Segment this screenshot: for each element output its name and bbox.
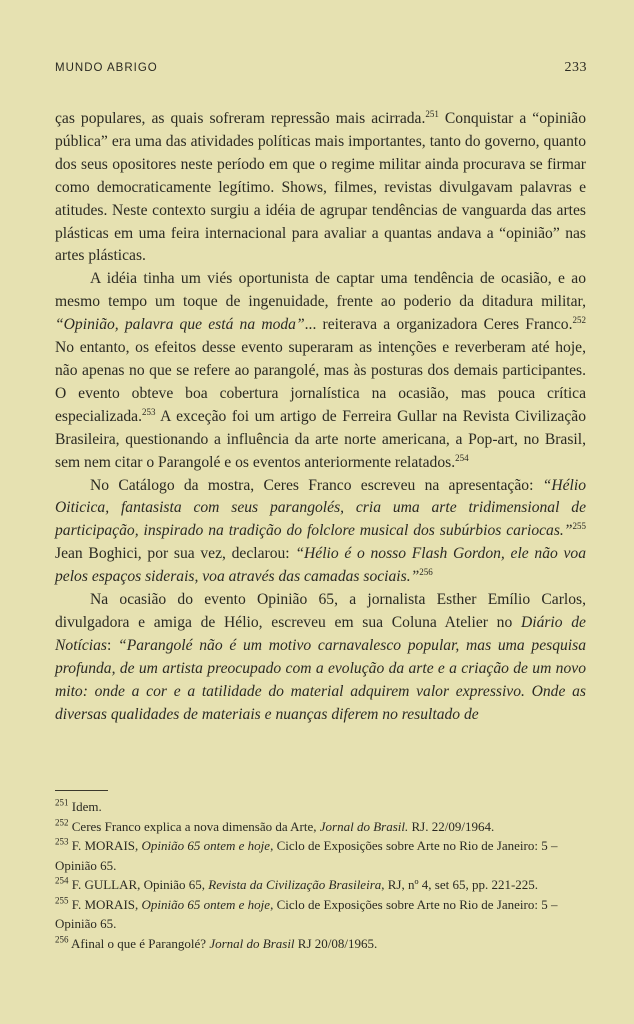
text-run: : bbox=[106, 636, 119, 654]
paragraph-2 bbox=[55, 268, 586, 474]
footnote-252 bbox=[55, 817, 586, 837]
text-run: ... reiterava a organizadora Ceres Franco. bbox=[304, 316, 573, 334]
footnote-ref: 254 bbox=[455, 452, 469, 463]
page-header bbox=[55, 60, 587, 76]
text-run: Jean Boghici, por sua vez, declarou: bbox=[55, 545, 296, 563]
italic-text: Opinião 65 ontem e hoje bbox=[141, 896, 271, 912]
footnote-254 bbox=[55, 875, 586, 895]
text-run: Afinal o que é Parangolé? bbox=[71, 935, 210, 951]
italic-text: “Hélio é o nosso Flash Gordon, ele não voa pelos espaços siderais, voa através das camadas sociais.” bbox=[55, 545, 587, 586]
footnote-ref: 253 bbox=[142, 406, 156, 417]
page-number: 233 bbox=[564, 60, 587, 75]
text-run: , Ciclo de Exposições sobre Arte no Rio de Janeiro: 5 – Opinião 65. bbox=[55, 896, 558, 931]
italic-text: Revista da Civilização Brasileira bbox=[208, 877, 382, 892]
italic-text: Jornal do Brasil bbox=[209, 935, 295, 951]
footnote-ref: 251 bbox=[425, 108, 439, 119]
text-run: Na ocasião do evento Opinião 65, a jornalista Esther Emílio Carlos, divulgadora e amiga de Hélio, escreveu em sua Coluna Atelier no bbox=[55, 591, 586, 631]
footnote-255 bbox=[55, 895, 586, 934]
footnote-ref: 255 bbox=[572, 521, 586, 532]
italic-text: Jornal do Brasil. bbox=[319, 818, 409, 834]
text-run: F. MORAIS, bbox=[71, 896, 142, 912]
footnote-253 bbox=[55, 836, 586, 875]
footnotes bbox=[55, 797, 586, 953]
footnote-number: 251 bbox=[55, 797, 69, 808]
text-run: , Ciclo de Exposições sobre Arte no Rio de Janeiro: 5 – Opinião 65. bbox=[55, 838, 558, 873]
footnote-ref: 252 bbox=[572, 314, 586, 325]
text-run: Ceres Franco explica a nova dimensão da Arte, bbox=[71, 818, 320, 834]
text-run: Conquistar a “opinião pública” era uma das atividades políticas mais importantes, tanto do governo, quanto dos seus opositores neste período em que o regime militar ainda procurava se firmar como democraticamente legítimo. Shows, filmes, revistas divulgavam palavras e atitudes. Neste contexto surgiu a idéia de agrupar tendências de vanguarda das artes plásticas em uma feira internacional para avaliar a quantas andava a “opinião” nas artes plásticas. bbox=[55, 110, 587, 265]
footnote-number: 256 bbox=[55, 934, 69, 945]
footnote-number: 254 bbox=[55, 875, 69, 886]
text-run: RJ. 22/09/1964. bbox=[408, 818, 495, 834]
text-run: A exceção foi um artigo de Ferreira Gullar na Revista Civilização Brasileira, questionando a influência da arte norte americana, a Pop-art, no Brasil, sem nem citar o Parangolé e os eventos anteriormente relatados. bbox=[55, 407, 586, 471]
text-run: F. GULLAR, Opinião 65, bbox=[71, 877, 209, 892]
text-run: F. MORAIS, bbox=[71, 838, 142, 853]
footnote-number: 252 bbox=[55, 817, 69, 828]
text-run: RJ 20/08/1965. bbox=[294, 935, 378, 951]
paragraph-4 bbox=[55, 589, 586, 726]
footnote-number: 253 bbox=[55, 836, 69, 847]
footnote-256 bbox=[55, 934, 586, 954]
italic-text: “Opinião, palavra que está na moda” bbox=[55, 316, 305, 334]
footnote-divider bbox=[55, 790, 108, 791]
paragraph-3 bbox=[55, 475, 586, 590]
footnote-251 bbox=[55, 797, 586, 817]
italic-text: “Hélio Oiticica, fantasista com seus parangolés, cria uma arte tridimensional de participação, inspirado na tradição do folclore musical dos subúrbios cariocas.” bbox=[55, 476, 586, 540]
italic-text: “Parangolé não é um motivo carnavalesco popular, mas uma pesquisa profunda, de um artista preocupado com a evolução da arte e a criação de um novo mito: onde a cor e a tatilidade do material adquirem valor expressivo. Onde as diversas qualidades de materiais e nuanças diferem no resultado de bbox=[55, 636, 586, 723]
text-run: , RJ, nº 4, set 65, pp. 221-225. bbox=[381, 877, 539, 892]
text-run: Idem. bbox=[71, 799, 102, 814]
footnote-number: 255 bbox=[55, 895, 69, 906]
text-run: A idéia tinha um viés oportunista de captar uma tendência de ocasião, e ao mesmo tempo um toque de ingenuidade, frente ao poderio da ditadura militar, bbox=[55, 270, 586, 311]
text-run: No Catálogo da mostra, Ceres Franco escreveu na apresentação: bbox=[90, 476, 543, 494]
running-head: MUNDO ABRIGO bbox=[55, 62, 158, 74]
footnote-ref: 256 bbox=[419, 566, 433, 577]
text-run: ças populares, as quais sofreram repressão mais acirrada. bbox=[55, 110, 426, 127]
italic-text: Opinião 65 ontem e hoje bbox=[141, 838, 271, 853]
body-text bbox=[55, 108, 586, 726]
paragraph-1 bbox=[55, 108, 586, 268]
italic-text: Diário de Notícias bbox=[55, 613, 586, 654]
text-run: No entanto, os efeitos desse evento superaram as intenções e reverberam até hoje, não apenas no que se refere ao parangolé, mas às posturas dos demais participantes. O evento obteve boa cobertura jornalística na ocasião, mas pouca crítica especializada. bbox=[55, 339, 586, 425]
